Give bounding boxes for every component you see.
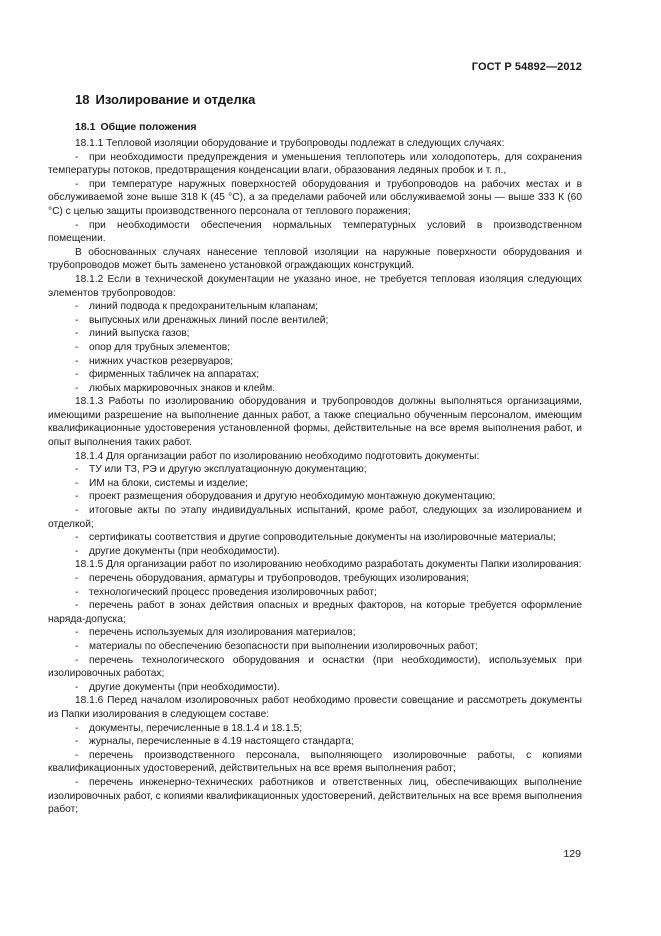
list-item-text: материалы по обеспечению безопасности при выполнении изолировочных работ; xyxy=(89,640,478,652)
list-dash: - xyxy=(75,640,79,652)
list-dash: - xyxy=(75,382,79,394)
list-item xyxy=(48,327,582,341)
paragraph xyxy=(48,694,582,721)
paragraph-text: 18.1.3 Работы по изолированию оборудования и трубопроводов должны выполняться организациями, имеющими разрешение на выполнение данных работ, а также специально обученным персоналом, имеющим квалификационные удостоверения установленной формы, действительные на все время выполнения работ, и опыт выполнения таких работ. xyxy=(48,396,582,449)
list-item xyxy=(48,626,582,640)
list-item xyxy=(48,219,582,246)
list-dash: - xyxy=(75,600,79,612)
section-heading xyxy=(75,92,255,107)
list-dash: - xyxy=(75,369,79,381)
list-item-text: перечень инженерно-технических работников и ответственных лиц, обеспечивающих выполнение изолировочных работ, с копиями квалификационных удостоверений, действительных на все время выполнения работ; xyxy=(48,776,582,816)
paragraph xyxy=(48,558,582,572)
list-item-text: перечень производственного персонала, выполняющего изолировочные работы, с копиями квалификационных удостоверений, действительных на все время выполнения работ; xyxy=(48,749,582,775)
paragraph xyxy=(48,395,582,449)
paragraph-text: 18.1.6 Перед началом изолировочных работ необходимо провести совещание и рассмотреть документы из Папки изолирования в следующем составе: xyxy=(48,695,582,720)
page-number: 129 xyxy=(563,848,581,860)
list-item xyxy=(48,776,582,817)
list-item xyxy=(48,490,582,504)
list-item-text: фирменных табличек на аппаратах; xyxy=(89,369,260,381)
list-dash: - xyxy=(75,178,79,190)
list-item-text: при необходимости обеспечения нормальных температурных условий в производственном помещении. xyxy=(48,219,582,245)
list-item-text: итоговые акты по этапу индивидуальных испытаний, кроме работ, следующих за изолированием и отделкой; xyxy=(48,505,582,530)
list-item-text: линий подвода к предохранительным клапанам; xyxy=(89,301,319,313)
list-dash: - xyxy=(75,314,79,326)
list-dash: - xyxy=(75,776,79,788)
list-item xyxy=(48,314,582,328)
list-item xyxy=(48,545,582,559)
list-item-text: линий выпуска газов; xyxy=(89,328,190,340)
list-dash: - xyxy=(75,573,79,584)
list-item xyxy=(48,178,582,219)
list-item xyxy=(48,640,582,654)
list-item-text: проект размещения оборудования и другую необходимую монтажную документацию; xyxy=(89,491,496,503)
subsection-heading xyxy=(75,121,197,133)
list-item-text: выпускных или дренажных линий после вентилей; xyxy=(89,314,329,326)
list-item xyxy=(48,722,582,736)
list-item-text: при необходимости предупреждения и уменьшения теплопотерь или холодопотерь, для сохранения температуры потоков, предотвращения конденсации влаги, образования ледяных пробок и т. п., xyxy=(48,151,582,177)
list-dash: - xyxy=(75,477,79,489)
list-dash: - xyxy=(75,586,79,598)
list-item xyxy=(48,599,582,626)
list-item-text: любых маркировочных знаков и клейм. xyxy=(89,382,276,394)
list-dash: - xyxy=(75,355,79,367)
paragraph-text: 18.1.4 Для организации работ по изолированию необходимо подготовить документы: xyxy=(75,450,480,462)
list-item xyxy=(48,463,582,477)
list-item-text: документы, перечисленные в 18.1.4 и 18.1.5; xyxy=(89,722,303,734)
section-title: Изолирование и отделка xyxy=(95,92,256,107)
paragraph-text: 18.1.5 Для организации работ по изолированию необходимо разработать документы Папки изолирования: xyxy=(75,559,582,571)
list-item xyxy=(48,681,582,695)
list-item xyxy=(48,749,582,776)
list-item xyxy=(48,654,582,681)
paragraph-text: 18.1.1 Тепловой изоляции оборудование и трубопроводы подлежат в следующих случаях: xyxy=(75,138,505,149)
list-item-text: другие документы (при необходимости). xyxy=(89,681,280,693)
paragraph-text: 18.1.2 Если в технической документации не указано иное, не требуется тепловая изоляция следующих элементов трубопроводов: xyxy=(48,273,582,299)
list-item xyxy=(48,531,582,545)
list-dash: - xyxy=(75,151,79,163)
list-item xyxy=(48,382,582,396)
list-item xyxy=(48,504,582,531)
paragraph-text: В обоснованных случаях нанесение тепловой изоляции на наружные поверхности оборудования и трубопроводов может быть заменено установкой ограждающих конструкций. xyxy=(48,246,582,272)
subsection-number: 18.1 xyxy=(75,121,96,133)
document-code: ГОСТ Р 54892—2012 xyxy=(471,61,582,73)
list-item-text: перечень работ в зонах действия опасных и вредных факторов, на которые требуется оформление наряда-допуска; xyxy=(48,600,582,625)
list-item-text: перечень технологического оборудования и оснастки (при необходимости), используемых при изолировочных работах; xyxy=(48,654,582,680)
list-item-text: нижних участков резервуаров; xyxy=(89,355,234,367)
list-item-text: технологический процесс проведения изолировочных работ; xyxy=(89,586,377,598)
list-item xyxy=(48,300,582,314)
list-dash: - xyxy=(75,341,79,353)
list-dash: - xyxy=(75,301,79,313)
list-item xyxy=(48,368,582,382)
list-item xyxy=(48,477,582,491)
list-item xyxy=(48,341,582,355)
paragraph xyxy=(48,450,582,464)
list-dash: - xyxy=(75,219,79,231)
list-dash: - xyxy=(75,464,79,476)
subsection-title: Общие положения xyxy=(100,121,197,133)
list-item-text: перечень оборудования, арматуры и трубопроводов, требующих изолирования; xyxy=(89,573,470,584)
list-item-text: ИМ на блоки, системы и изделие; xyxy=(89,477,248,489)
list-dash: - xyxy=(75,328,79,340)
list-item-text: ТУ или ТЗ, РЭ и другую эксплуатационную документацию; xyxy=(89,464,367,476)
list-item-text: опор для трубных элементов; xyxy=(89,341,231,353)
paragraph xyxy=(48,273,582,300)
list-item-text: другие документы (при необходимости). xyxy=(89,545,280,557)
paragraph xyxy=(48,137,582,151)
list-dash: - xyxy=(75,491,79,503)
list-item-text: сертификаты соответствия и другие сопроводительные документы на изолировочные материалы; xyxy=(89,532,556,544)
list-item-text: при температуре наружных поверхностей оборудования и трубопроводов на рабочих местах и в обслуживаемой зоне выше 318 К (45 °C), а за пределами рабочей или обслуживаемой зоны — выше 333 К (60 °C) с целью защиты производственного персонала от теплового поражения; xyxy=(48,178,582,217)
list-dash: - xyxy=(75,681,79,693)
list-item xyxy=(48,572,582,586)
body-text xyxy=(48,137,582,817)
list-item xyxy=(48,151,582,178)
list-item-text: перечень используемых для изолирования материалов; xyxy=(89,627,356,639)
list-dash: - xyxy=(75,532,79,544)
list-item-text: журналы, перечисленные в 4.19 настоящего стандарта; xyxy=(89,736,354,748)
list-item xyxy=(48,586,582,600)
list-dash: - xyxy=(75,722,79,734)
list-item xyxy=(48,355,582,369)
list-dash: - xyxy=(75,749,79,761)
list-dash: - xyxy=(75,654,79,666)
list-item xyxy=(48,735,582,749)
list-dash: - xyxy=(75,505,79,517)
list-dash: - xyxy=(75,545,79,557)
paragraph xyxy=(48,246,582,273)
list-dash: - xyxy=(75,736,79,748)
list-dash: - xyxy=(75,627,79,639)
section-number: 18 xyxy=(75,92,90,107)
